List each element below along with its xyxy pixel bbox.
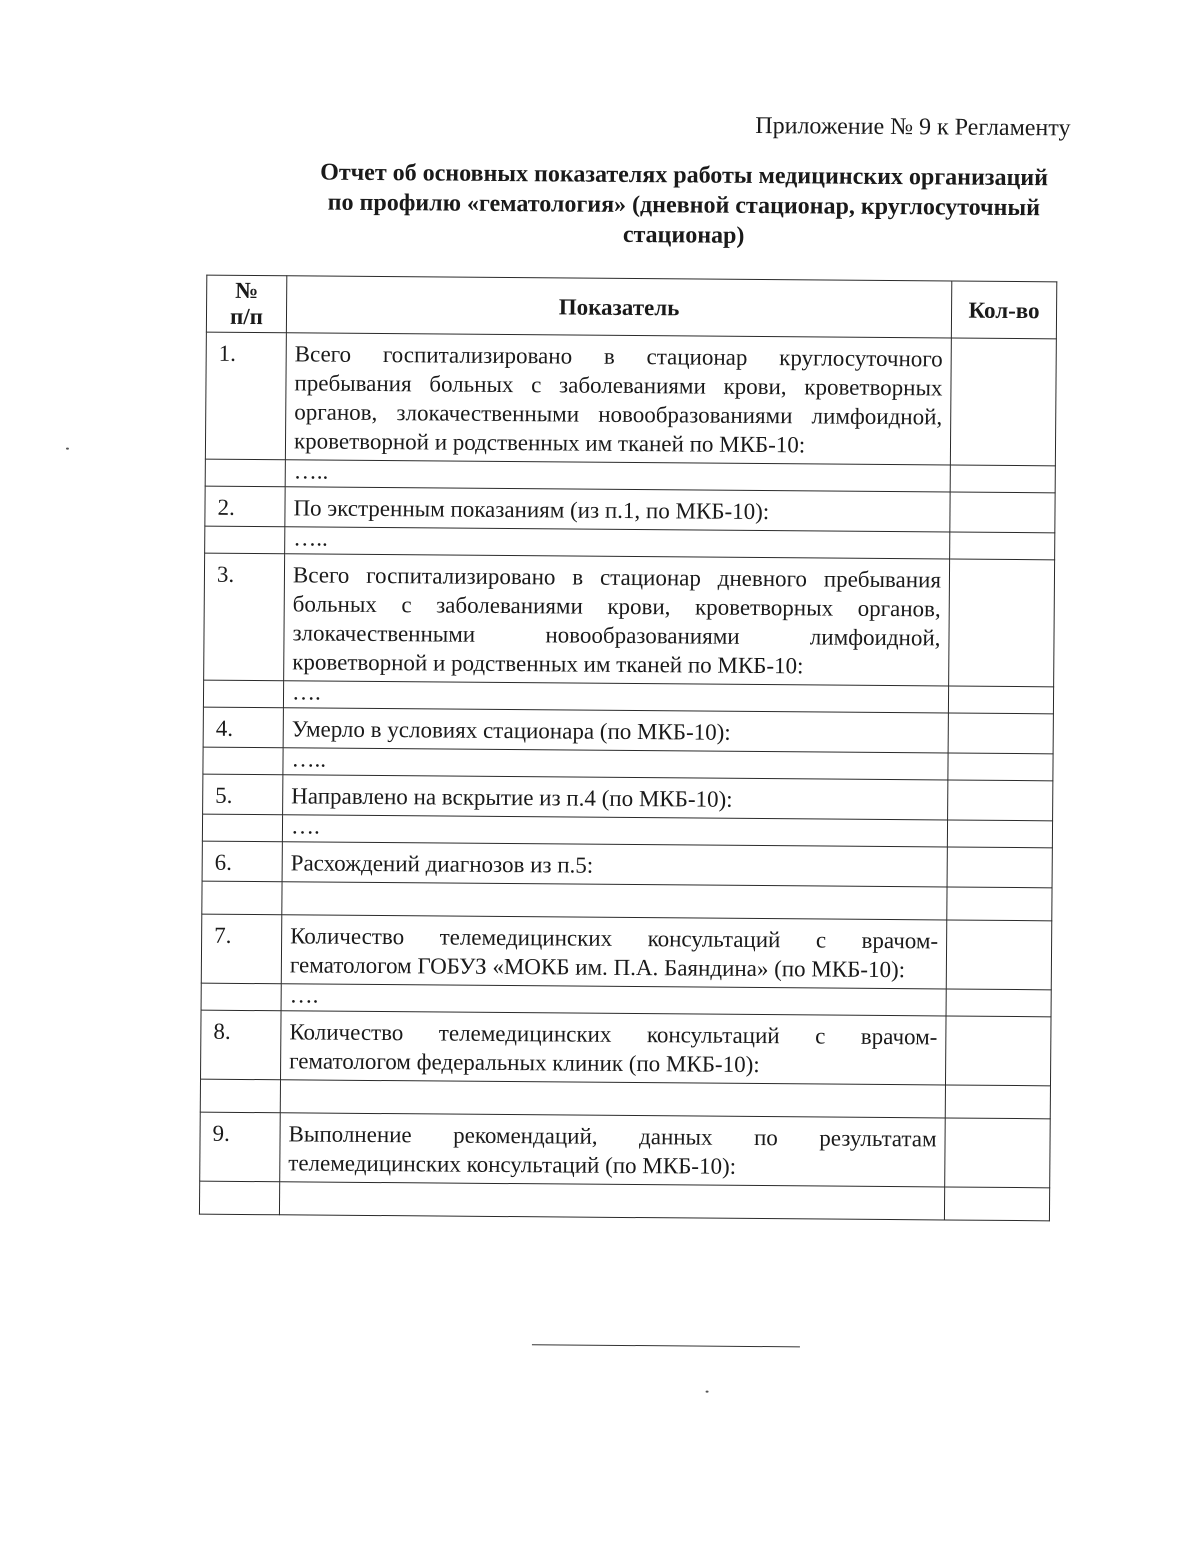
row-indicator-text: Направлено на вскрытие из п.4 (по МКБ-10): bbox=[291, 783, 733, 812]
table-row bbox=[201, 914, 1052, 990]
table-row bbox=[205, 486, 1055, 533]
row-number: 8. bbox=[201, 1010, 282, 1080]
subrow-ellipsis: …. bbox=[281, 984, 946, 1016]
subrow-ellipsis: …. bbox=[282, 815, 947, 847]
scan-speck bbox=[706, 1391, 709, 1393]
row-indicator bbox=[285, 333, 951, 465]
row-quantity-cell bbox=[949, 559, 1055, 687]
row-number: 1. bbox=[205, 332, 286, 460]
column-header-number bbox=[206, 275, 286, 333]
subrow-number-cell bbox=[202, 814, 282, 842]
table-subrow bbox=[199, 1181, 1049, 1221]
row-quantity-cell bbox=[947, 847, 1052, 888]
subrow-quantity-cell bbox=[945, 1085, 1050, 1119]
subrow-ellipsis: ….. bbox=[283, 748, 948, 780]
row-indicator-text: Всего госпитализировано в стационар круглосуточного пребывания больных с заболеваниями крови, кроветворных органов, злокачественными новообразованиями лимфоидной, кроветворной и родственных им тканей по МКБ-10: bbox=[293, 341, 943, 458]
row-indicator bbox=[282, 842, 947, 887]
subrow-ellipsis: …. bbox=[283, 681, 948, 713]
subrow-number-cell bbox=[199, 1181, 279, 1215]
subrow-quantity-cell bbox=[950, 465, 1055, 493]
document-title bbox=[244, 157, 1125, 254]
row-indicator bbox=[285, 487, 950, 532]
subrow-quantity-cell bbox=[946, 989, 1051, 1017]
title-line: по профилю «гематология» (дневной стационар, круглосуточный bbox=[327, 189, 1041, 222]
row-indicator bbox=[280, 1113, 946, 1187]
column-header-number-abbr: п/п bbox=[229, 303, 264, 330]
row-number: 3. bbox=[204, 553, 285, 681]
subrow-ellipsis: ….. bbox=[285, 460, 950, 492]
row-indicator-text: Умерло в условиях стационара (по МКБ-10): bbox=[291, 716, 731, 745]
row-indicator bbox=[283, 708, 948, 753]
subrow-quantity-cell bbox=[947, 820, 1052, 848]
subrow-quantity-cell bbox=[948, 686, 1053, 714]
title-line: Отчет об основных показателях работы медицинских организаций bbox=[320, 159, 1049, 192]
appendix-label: Приложение № 9 к Регламенту bbox=[755, 112, 1071, 142]
subrow-number-cell bbox=[203, 747, 283, 775]
subrow-ellipsis: ….. bbox=[285, 527, 950, 559]
row-indicator bbox=[284, 554, 950, 686]
row-quantity-cell bbox=[948, 780, 1053, 821]
subrow-ellipsis bbox=[282, 882, 947, 920]
row-quantity-cell bbox=[950, 338, 1056, 466]
column-header-quantity: Кол-во bbox=[951, 281, 1056, 339]
report-table bbox=[199, 275, 1057, 1222]
subrow-number-cell bbox=[201, 983, 281, 1011]
table-body bbox=[199, 332, 1056, 1221]
table-row bbox=[200, 1112, 1051, 1188]
subrow-quantity-cell bbox=[947, 887, 1052, 921]
table-header-row bbox=[206, 275, 1056, 339]
subrow-quantity-cell bbox=[948, 753, 1053, 781]
column-header-number-symbol: № bbox=[235, 277, 259, 304]
subrow-ellipsis bbox=[279, 1182, 944, 1220]
row-number: 2. bbox=[205, 486, 285, 527]
row-quantity-cell bbox=[946, 920, 1052, 990]
row-number: 9. bbox=[200, 1112, 281, 1182]
subrow-number-cell bbox=[200, 1079, 280, 1113]
column-header-indicator: Показатель bbox=[286, 276, 951, 338]
subrow-ellipsis bbox=[280, 1080, 945, 1118]
row-indicator bbox=[283, 775, 948, 820]
subrow-quantity-cell bbox=[950, 532, 1055, 560]
table-row bbox=[201, 1010, 1052, 1086]
subrow-number-cell bbox=[205, 526, 285, 554]
table-row bbox=[205, 332, 1056, 466]
signature-line bbox=[532, 1344, 800, 1347]
table-row bbox=[202, 841, 1052, 888]
title-line: стационар) bbox=[622, 221, 745, 249]
subrow-number-cell bbox=[205, 459, 285, 487]
row-quantity-cell bbox=[950, 492, 1055, 533]
row-indicator bbox=[281, 915, 947, 989]
row-quantity-cell bbox=[945, 1118, 1051, 1188]
row-number: 4. bbox=[203, 707, 283, 748]
subrow-number-cell bbox=[202, 881, 282, 915]
row-indicator-text: По экстренным показаниям (из п.1, по МКБ-10): bbox=[293, 495, 770, 525]
table-row bbox=[204, 553, 1055, 687]
row-indicator-text: Количество телемедицинских консультаций с врачом-гематологом ГОБУЗ «МОКБ им. П.А. Баяндина» (по МКБ-10): bbox=[289, 923, 939, 983]
row-indicator-text: Всего госпитализировано в стационар дневного пребывания больных с заболеваниями крови, кроветворных органов, злокачественными новообразованиями лимфоидной, кроветворной и родственных им тканей по МКБ-10: bbox=[292, 562, 942, 679]
subrow-quantity-cell bbox=[944, 1187, 1049, 1221]
table-row bbox=[203, 774, 1053, 821]
row-quantity-cell bbox=[948, 713, 1053, 754]
row-number: 5. bbox=[203, 774, 283, 815]
subrow-number-cell bbox=[203, 680, 283, 708]
row-indicator bbox=[281, 1011, 947, 1085]
row-number: 7. bbox=[201, 914, 282, 984]
scan-speck bbox=[66, 448, 69, 450]
table-row bbox=[203, 707, 1053, 754]
row-number: 6. bbox=[202, 841, 282, 882]
row-indicator-text: Выполнение рекомендаций, данных по результатам телемедицинских консультаций (по МКБ-10): bbox=[288, 1121, 937, 1179]
row-indicator-text: Расхождений диагнозов из п.5: bbox=[290, 850, 594, 878]
row-indicator-text: Количество телемедицинских консультаций с врачом-гематологом федеральных клиник (по МКБ-10): bbox=[289, 1019, 938, 1078]
row-quantity-cell bbox=[945, 1016, 1051, 1086]
